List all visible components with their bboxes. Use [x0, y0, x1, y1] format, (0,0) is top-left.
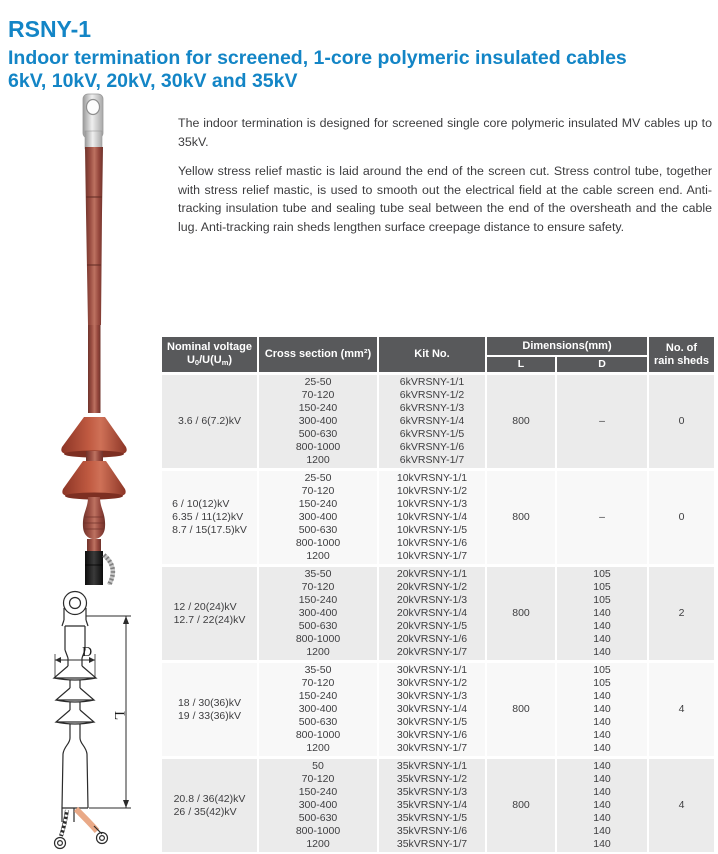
kit-no-value: 6kVRSNY-1/2: [399, 389, 465, 401]
kit-no-value: 10kVRSNY-1/2: [396, 485, 468, 497]
header-dim-d: D: [557, 357, 647, 372]
anti-tracking-tube-photo: [85, 147, 103, 413]
voltage-lines: [178, 415, 241, 428]
cable-lug-photo: [83, 94, 103, 149]
rain-sheds-value: 2: [678, 607, 685, 619]
dim-d-value: 140: [593, 760, 611, 772]
voltage-cell: [162, 471, 257, 564]
table-group: [162, 375, 714, 468]
kit-no-value: 35kVRSNY-1/2: [396, 773, 468, 785]
subtitle-line-2: 6kV, 10kV, 20kV, 30kV and 35kV: [8, 70, 298, 93]
kit-no-value: 20kVRSNY-1/2: [396, 581, 468, 593]
dim-d-cell: [557, 567, 647, 660]
voltage-line: 6 / 10(12)kV: [172, 498, 230, 510]
voltage-line: 12 / 20(24)kV: [173, 600, 237, 613]
cross-section-value: 500-630: [298, 524, 338, 536]
voltage-cell: [162, 759, 257, 852]
kit-no-value: 6kVRSNY-1/4: [399, 415, 465, 427]
dim-d-value: 140: [593, 812, 611, 824]
stress-control-bulge-photo: [83, 497, 105, 553]
cross-section-value: 150-240: [298, 594, 338, 606]
rain-sheds-cell: [649, 567, 714, 660]
dimension-diagram: [34, 586, 164, 854]
subtitle-line-1: Indoor termination for screened, 1-core polymeric insulated cables: [8, 47, 627, 70]
kit-no-value: 30kVRSNY-1/5: [396, 716, 468, 728]
voltage-lines: [174, 793, 246, 819]
cable-oversheath-photo: [85, 551, 113, 585]
spec-table-header: [162, 337, 714, 372]
cross-section-value: 150-240: [298, 786, 338, 798]
kit-no-value: 20kVRSNY-1/3: [396, 594, 468, 606]
kit-no-value: 6kVRSNY-1/5: [399, 428, 465, 440]
kit-no-value: 10kVRSNY-1/6: [396, 537, 468, 549]
dim-d-value: 140: [593, 742, 611, 754]
header-nominal-voltage: [162, 337, 257, 372]
cross-section-value: 500-630: [298, 716, 338, 728]
kit-no-value: 35kVRSNY-1/5: [396, 812, 468, 824]
header-rain-sheds-line2: rain sheds: [653, 354, 710, 367]
cross-section-cell: [259, 375, 377, 468]
cross-section-value: 1200: [306, 646, 330, 658]
kit-no-value: 10kVRSNY-1/1: [396, 472, 468, 484]
kit-no-cell: [379, 663, 485, 756]
kit-no-cell: [379, 375, 485, 468]
voltage-lines: [178, 697, 241, 723]
dim-l-value: 800: [512, 799, 530, 811]
dim-d-cell: [557, 663, 647, 756]
dim-d-value: –: [599, 511, 605, 523]
rain-sheds-cell: [649, 759, 714, 852]
cross-section-cell: [259, 471, 377, 564]
kit-no-value: 30kVRSNY-1/6: [396, 729, 468, 741]
page-subtitle: [8, 47, 714, 93]
kit-no-value: 30kVRSNY-1/3: [396, 690, 468, 702]
rain-sheds-value: 0: [678, 511, 685, 523]
voltage-line: 18 / 30(36)kV: [177, 696, 242, 709]
cross-section-value: 800-1000: [295, 441, 341, 453]
voltage-line: 6.35 / 11(12)kV: [172, 511, 244, 523]
cross-section-value: 35-50: [304, 568, 332, 580]
cross-section-value: 300-400: [298, 511, 338, 523]
cross-section-value: 35-50: [304, 664, 332, 676]
table-group: [162, 759, 714, 852]
cross-section-cell: [259, 663, 377, 756]
cross-section-value: 800-1000: [295, 537, 341, 549]
cross-section-value: 500-630: [298, 812, 338, 824]
kit-no-value: 30kVRSNY-1/1: [396, 664, 468, 676]
voltage-cell: [162, 375, 257, 468]
dim-d-value: 140: [593, 773, 611, 785]
dim-d-value: –: [599, 415, 605, 427]
voltage-lines: [174, 601, 246, 627]
dim-d-value: 140: [593, 633, 611, 645]
dim-l-cell: [487, 663, 555, 756]
dim-d-value: 105: [593, 581, 611, 593]
dim-d-value: 105: [593, 664, 611, 676]
rain-sheds-value: 0: [678, 415, 685, 427]
voltage-cell: [162, 567, 257, 660]
cross-section-value: 1200: [306, 742, 330, 754]
cross-section-value: 150-240: [298, 690, 338, 702]
table-group: [162, 471, 714, 564]
voltage-line: 20.8 / 36(42)kV: [173, 792, 246, 805]
lower-body-drawing: [62, 724, 88, 822]
rain-sheds-value: 4: [678, 799, 685, 811]
header-dim-l: L: [487, 357, 555, 372]
kit-no-value: 20kVRSNY-1/5: [396, 620, 468, 632]
kit-no-value: 10kVRSNY-1/7: [396, 550, 468, 562]
cross-section-value: 70-120: [301, 773, 335, 785]
cross-section-cell: [259, 759, 377, 852]
kit-no-value: 20kVRSNY-1/7: [396, 646, 468, 658]
intro-text: [178, 114, 712, 248]
kit-no-value: 35kVRSNY-1/4: [396, 799, 468, 811]
dim-d-value: 105: [593, 677, 611, 689]
kit-no-value: 30kVRSNY-1/4: [396, 703, 468, 715]
spec-table-body: [162, 375, 714, 852]
cross-section-value: 300-400: [298, 799, 338, 811]
dim-d-cell: [557, 375, 647, 468]
header-voltage-symbols: $U_0/U(U_m)$: [186, 353, 233, 367]
intro-paragraph-2: Yellow stress relief mastic is laid around the end of the screen cut. Stress control tube, together with stress relief mastic, is used to smooth out the electrical field at the cable screen end. Anti-tracking insulation tube and sealing tube seal between the end of the oversheath and the cable lug. Anti-tracking rain sheds lengthen surface creepage distance to ensure safety.: [178, 164, 712, 234]
dim-d-value: 140: [593, 690, 611, 702]
cross-section-value: 150-240: [298, 402, 338, 414]
dim-d-value: 140: [593, 703, 611, 715]
kit-no-value: 35kVRSNY-1/1: [396, 760, 468, 772]
header-nominal-voltage-line1: Nominal voltage: [167, 340, 252, 353]
cross-section-value: 300-400: [298, 703, 338, 715]
cross-section-value: 70-120: [301, 581, 335, 593]
kit-no-value: 30kVRSNY-1/2: [396, 677, 468, 689]
header-rain-sheds-line1: No. of: [665, 341, 698, 354]
cross-section-value: 50: [312, 760, 324, 772]
voltage-line: 19 / 33(36)kV: [177, 709, 242, 722]
header-dimensions-label: Dimensions(mm): [487, 337, 647, 355]
table-group: [162, 567, 714, 660]
cross-section-value: 25-50: [304, 472, 332, 484]
kit-no-value: 10kVRSNY-1/3: [396, 498, 468, 510]
dim-d-value: 140: [593, 825, 611, 837]
dim-l-cell: [487, 471, 555, 564]
product-photo: [50, 93, 136, 585]
dim-l-value: 800: [512, 703, 530, 715]
dim-l-value: 800: [512, 607, 530, 619]
kit-no-value: 6kVRSNY-1/7: [399, 454, 465, 466]
kit-no-value: 6kVRSNY-1/6: [399, 441, 465, 453]
dim-d-label: D: [82, 645, 93, 660]
cross-section-value: 1200: [306, 838, 330, 850]
rain-sheds-drawing: [54, 666, 96, 724]
kit-no-value: 10kVRSNY-1/5: [396, 524, 468, 536]
rain-sheds-cell: [649, 663, 714, 756]
kit-no-value: 6kVRSNY-1/1: [399, 376, 465, 388]
header-dimensions-sub: [487, 357, 647, 372]
dim-l-cell: [487, 567, 555, 660]
cross-section-value: 25-50: [304, 376, 332, 388]
header-dimensions: [487, 337, 647, 372]
dim-l-value: 800: [512, 415, 530, 427]
voltage-line: 12.7 / 22(24)kV: [173, 613, 246, 626]
dim-d-value: 140: [593, 838, 611, 850]
cable-lug-drawing: [62, 592, 88, 627]
cross-section-value: 70-120: [301, 389, 335, 401]
kit-no-value: 20kVRSNY-1/1: [396, 568, 468, 580]
page-title: RSNY-1: [8, 16, 92, 43]
voltage-line: 3.6 / 6(7.2)kV: [177, 415, 242, 427]
cross-section-value: 500-630: [298, 428, 338, 440]
cross-section-value: 70-120: [301, 677, 335, 689]
header-rain-sheds: [649, 337, 714, 372]
dim-l-label: L: [111, 711, 127, 721]
spec-table: [162, 337, 714, 854]
cross-section-value: 70-120: [301, 485, 335, 497]
header-kit-no: Kit No.: [379, 337, 485, 372]
dim-l-cell: [487, 759, 555, 852]
dim-d-cell: [557, 759, 647, 852]
dim-l-cell: [487, 375, 555, 468]
table-group: [162, 663, 714, 756]
voltage-lines: [172, 498, 247, 537]
dim-d-value: 140: [593, 716, 611, 728]
voltage-line: 26 / 35(42)kV: [173, 805, 237, 818]
rain-sheds-cell: [649, 471, 714, 564]
cross-section-value: 500-630: [298, 620, 338, 632]
cross-section-value: 800-1000: [295, 825, 341, 837]
kit-no-value: 6kVRSNY-1/3: [399, 402, 465, 414]
kit-no-value: 10kVRSNY-1/4: [396, 511, 468, 523]
rain-sheds-value: 4: [678, 703, 685, 715]
rain-sheds-photo: [61, 417, 126, 500]
intro-paragraph-1: The indoor termination is designed for screened single core polymeric insulated MV cables up to 35kV.: [178, 116, 712, 149]
dim-d-value: 140: [593, 620, 611, 632]
dim-d-value: 105: [593, 568, 611, 580]
dim-d-value: 140: [593, 799, 611, 811]
kit-no-value: 35kVRSNY-1/7: [396, 838, 468, 850]
cross-section-value: 150-240: [298, 498, 338, 510]
voltage-cell: [162, 663, 257, 756]
dim-d-value: 140: [593, 607, 611, 619]
kit-no-value: 35kVRSNY-1/6: [396, 825, 468, 837]
dim-l-value: 800: [512, 511, 530, 523]
rain-sheds-cell: [649, 375, 714, 468]
cross-section-value: 1200: [306, 454, 330, 466]
header-cross-section: Cross section (mm²): [259, 337, 377, 372]
cross-section-value: 1200: [306, 550, 330, 562]
cross-section-cell: [259, 567, 377, 660]
dim-d-value: 140: [593, 786, 611, 798]
kit-no-value: 35kVRSNY-1/3: [396, 786, 468, 798]
kit-no-cell: [379, 567, 485, 660]
kit-no-cell: [379, 759, 485, 852]
kit-no-cell: [379, 471, 485, 564]
dim-d-value: 105: [593, 594, 611, 606]
dim-d-value: 140: [593, 729, 611, 741]
kit-no-value: 30kVRSNY-1/7: [396, 742, 468, 754]
cross-section-value: 300-400: [298, 607, 338, 619]
kit-no-value: 20kVRSNY-1/6: [396, 633, 468, 645]
voltage-line: 8.7 / 15(17.5)kV: [172, 524, 247, 536]
cross-section-value: 300-400: [298, 415, 338, 427]
dim-d-cell: [557, 471, 647, 564]
cross-section-value: 800-1000: [295, 729, 341, 741]
cross-section-value: 800-1000: [295, 633, 341, 645]
dim-d-value: 140: [593, 646, 611, 658]
kit-no-value: 20kVRSNY-1/4: [396, 607, 468, 619]
